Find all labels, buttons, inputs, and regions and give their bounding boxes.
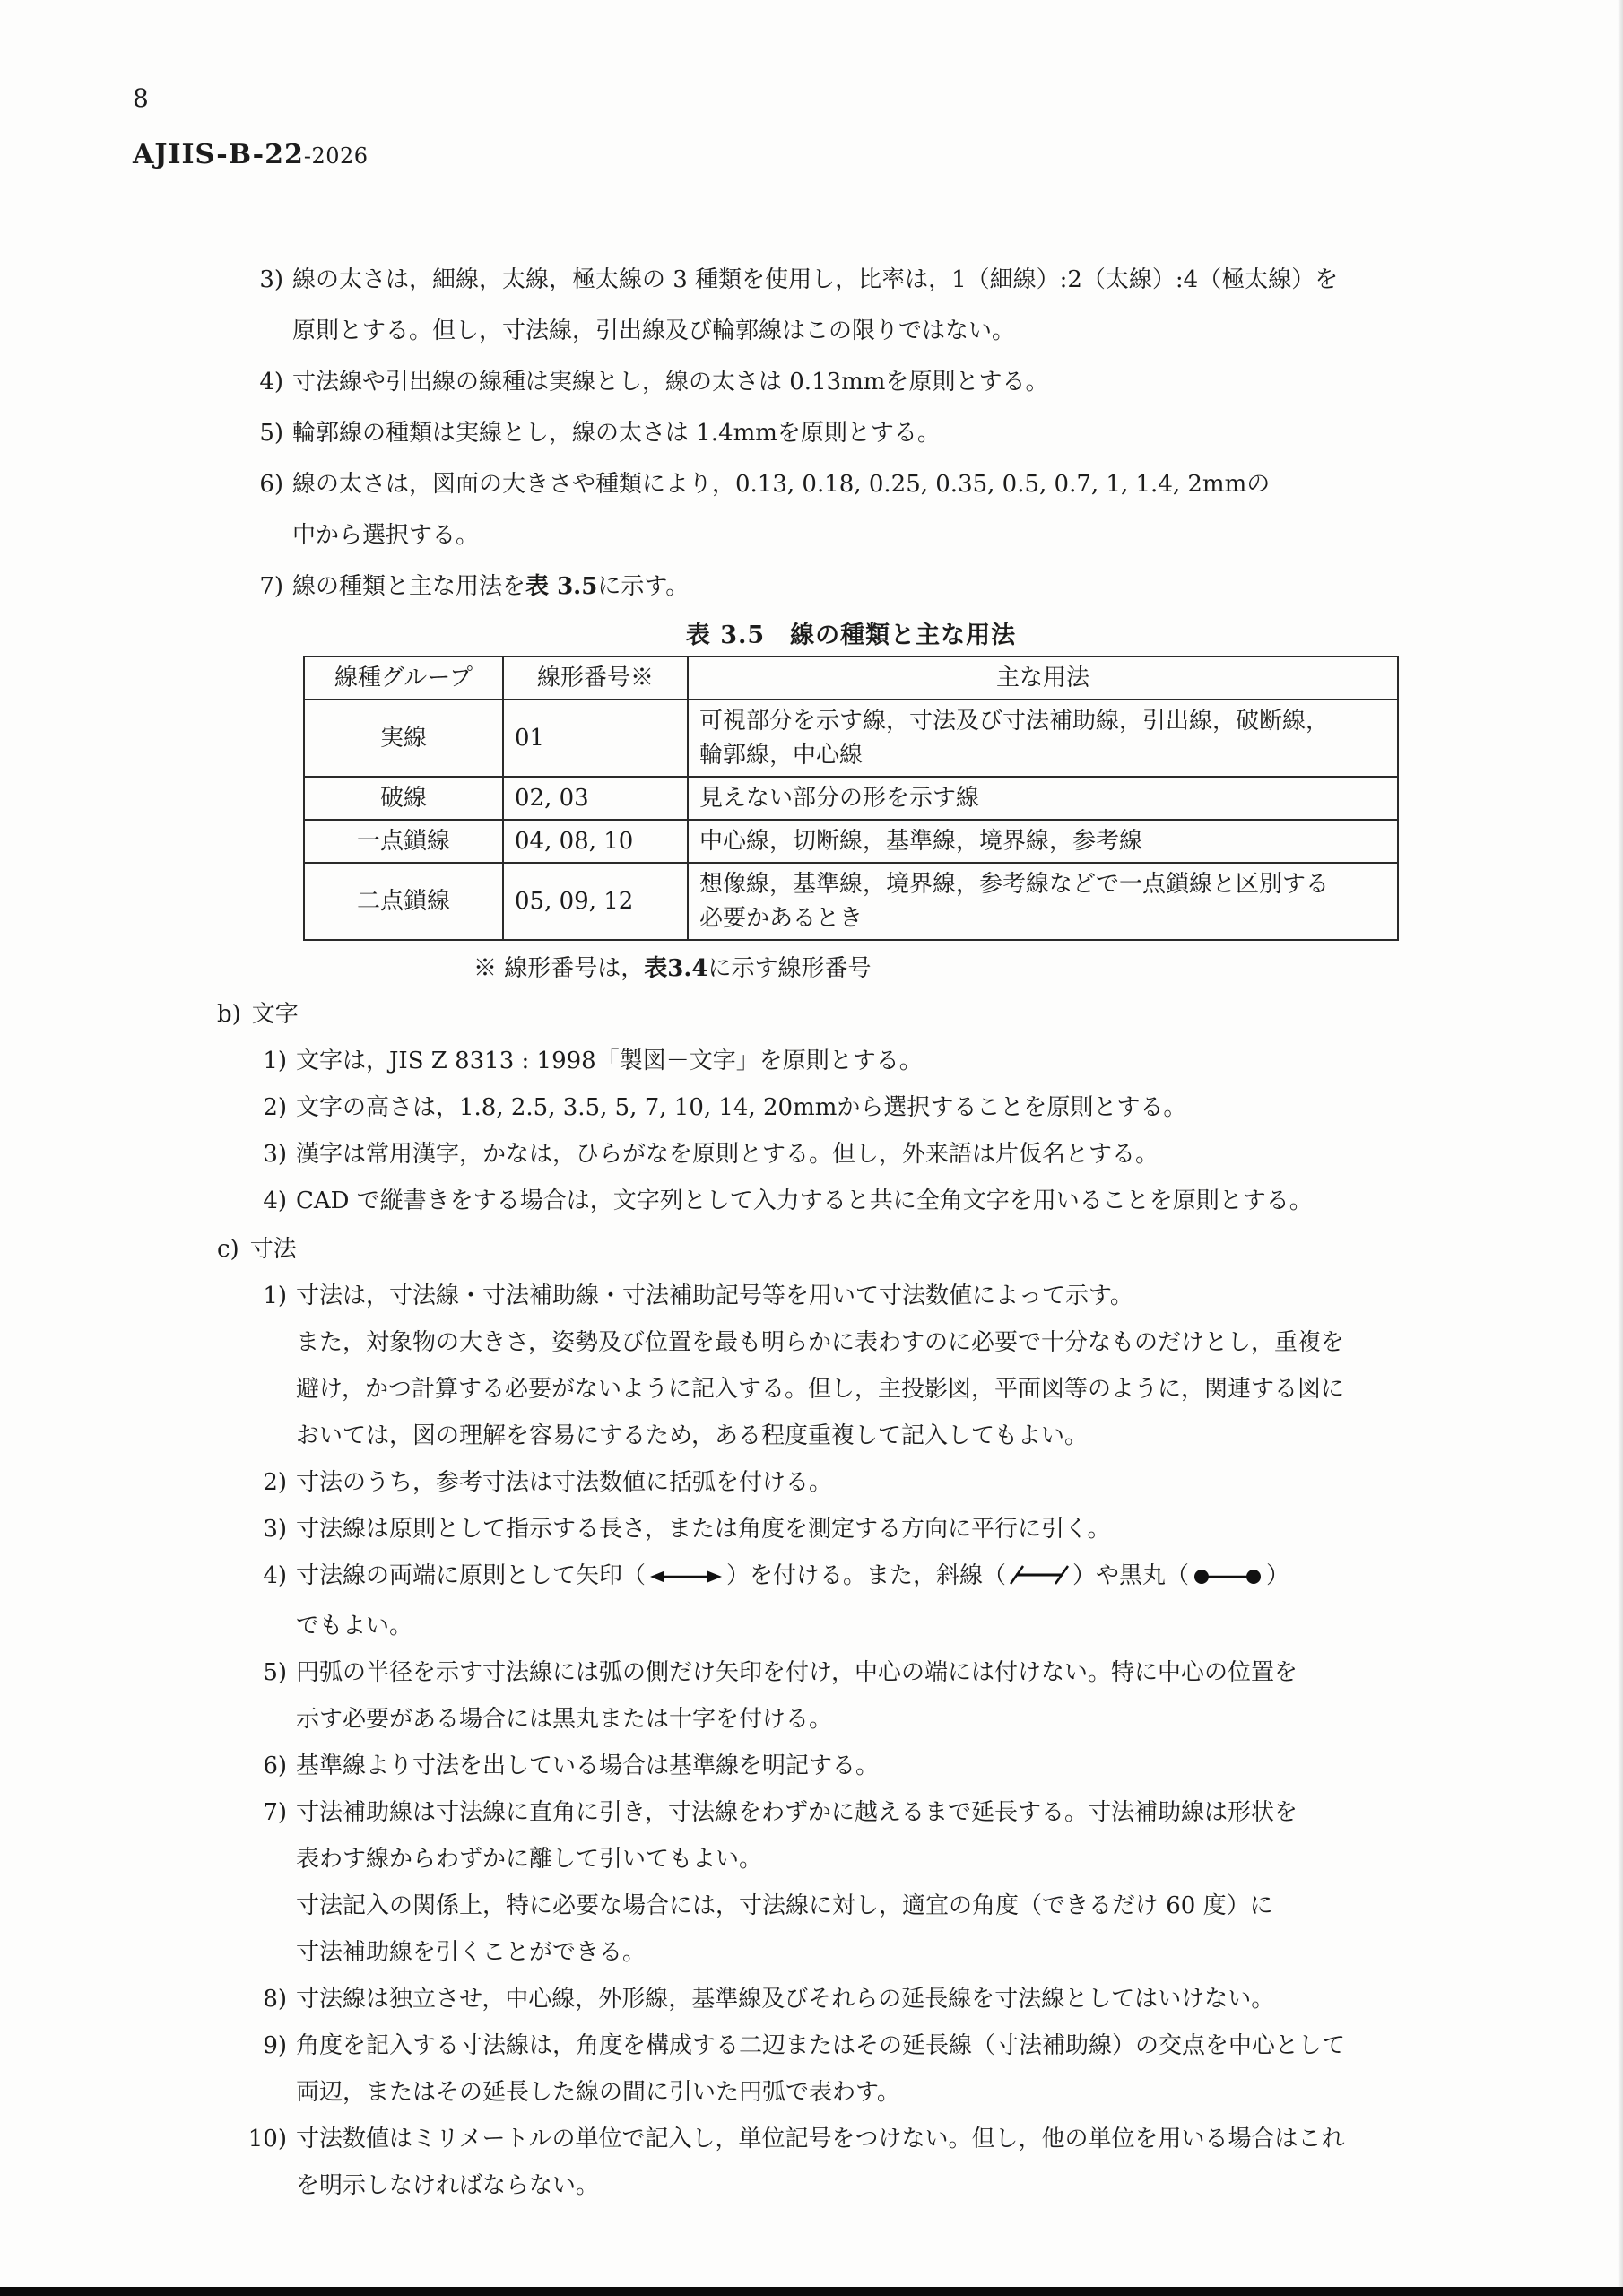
page-number: 8 (133, 83, 149, 113)
section-c-items (133, 1273, 1576, 2209)
item-number: 4) (259, 369, 283, 396)
section-c-heading (133, 1226, 1576, 1273)
text-line: 文字は，JIS Z 8313 : 1998「製図－文字」を原則とする。 (296, 1048, 923, 1074)
item-number: 9) (263, 2032, 287, 2059)
text-line: 寸法線は原則として指示する長さ，または角度を測定する方向に平行に引く。 (296, 1516, 1111, 1543)
cell-usage (688, 777, 1398, 820)
text-segment: ）や黒丸（ (1072, 1562, 1190, 1589)
text-line: 寸法線や引出線の線種は実線とし，線の太さは 0.13mmを原則とする。 (292, 369, 1049, 396)
text-segment: 寸法線の両端に原則として矢印（ (296, 1562, 647, 1589)
cell-usage (688, 820, 1398, 863)
text-line: 線の太さは，図面の大きさや種類により，0.13, 0.18, 0.25, 0.35, 0.5, 0.7, 1, 1.4, 2mmの (292, 471, 1271, 498)
list-item (133, 1178, 1576, 1224)
list-item (133, 2116, 1576, 2209)
section-b-items (133, 1038, 1576, 1224)
cell-line-codes: 01 (503, 700, 688, 777)
cell-usage (688, 700, 1398, 777)
text-line: 寸法補助線は寸法線に直角に引き，寸法線をわずかに越えるまで延長する。寸法補助線は形状を (296, 1799, 1298, 1826)
table-title: 表 3.5 線の種類と主な用法 (685, 622, 1017, 649)
column-header-codes: 線形番号※ (503, 657, 688, 700)
list-item (133, 459, 1576, 561)
usage-line: 必要かあるとき (699, 905, 864, 932)
usage-line: 可視部分を示す線，寸法及び寸法補助線，引出線，破断線， (699, 708, 1330, 735)
item-number: 5) (263, 1659, 287, 1686)
double-arrow-icon (649, 1556, 723, 1603)
cell-line-group: 破線 (304, 777, 503, 820)
item-number: 6) (259, 471, 283, 498)
list-item (133, 1552, 1576, 1649)
column-header-group: 線種グループ (304, 657, 503, 700)
cell-usage (688, 863, 1398, 940)
item-number: 1) (263, 1283, 287, 1309)
text-segment: 線の種類と主な用法を (292, 573, 526, 600)
text-line: を明示しなければならない。 (296, 2172, 600, 2199)
cell-line-group: 実線 (304, 700, 503, 777)
text-segment: ）を付ける。また，斜線（ (726, 1562, 1007, 1589)
column-header-usage: 主な用法 (688, 657, 1398, 700)
line-rules-list (133, 255, 1576, 613)
text-line: 文字の高さは，1.8, 2.5, 3.5, 5, 7, 10, 14, 20mmから選択することを原則とする。 (296, 1094, 1187, 1121)
text-line: 漢字は常用漢字，かなは，ひらがなを原則とする。但し，外来語は片仮名とする。 (296, 1141, 1159, 1168)
scan-edge-right (1618, 0, 1623, 2296)
text-line: 寸法は，寸法線・寸法補助線・寸法補助記号等を用いて寸法数値によって示す。 (296, 1283, 1133, 1309)
item-number: 8) (263, 1986, 287, 2013)
usage-line: 見えない部分の形を示す線 (699, 785, 980, 812)
line-types-table (303, 656, 1399, 941)
document-code (133, 132, 1576, 179)
text-line: CAD で縦書きをする場合は，文字列として入力すると共に全角文字を用いることを原則とする。 (296, 1187, 1313, 1214)
section-b-heading (133, 991, 1576, 1038)
cell-line-group: 一点鎖線 (304, 820, 503, 863)
item-number: 1) (263, 1048, 287, 1074)
cell-line-codes: 05, 09, 12 (503, 863, 688, 940)
text-line: 寸法数値はミリメートルの単位で記入し，単位記号をつけない。但し，他の単位を用いる場合はこれ (296, 2126, 1345, 2152)
table-row (304, 777, 1398, 820)
item-number: 10) (247, 2126, 287, 2152)
text-line: 中から選択する。 (292, 522, 480, 549)
text-segment: に示す。 (597, 573, 690, 600)
text-line: 寸法記入の関係上，特に必要な場合には，寸法線に対し，適宜の角度（できるだけ 60 度）に (296, 1892, 1273, 1919)
text-line: 角度を記入する寸法線は，角度を構成する二辺またはその延長線（寸法補助線）の交点を中心として (296, 2032, 1346, 2059)
list-item (133, 1976, 1576, 2022)
list-item (133, 1743, 1576, 1789)
item-number: 4) (263, 1562, 287, 1589)
text-line: 原則とする。但し，寸法線，引出線及び輪郭線はこの限りではない。 (292, 317, 1016, 344)
item-number: 2) (263, 1469, 287, 1496)
slash-line-icon (1010, 1556, 1069, 1603)
usage-line: 輪郭線，中心線 (699, 742, 864, 769)
item-number: 7) (259, 573, 283, 600)
item-number: 3) (263, 1516, 287, 1543)
scan-edge-bottom (0, 2287, 1623, 2296)
page-content (133, 76, 1576, 2209)
text-line: 輪郭線の種類は実線とし，線の太さは 1.4mmを原則とする。 (292, 420, 941, 447)
item-number: 7) (263, 1799, 287, 1826)
text-line: 寸法のうち，参考寸法は寸法数値に括弧を付ける。 (296, 1469, 833, 1496)
cell-line-group: 二点鎖線 (304, 863, 503, 940)
text-line: 寸法線は独立させ，中心線，外形線，基準線及びそれらの延長線を寸法線としてはいけない。 (296, 1986, 1275, 2013)
list-item (133, 1131, 1576, 1178)
item-number: 4) (263, 1187, 287, 1214)
table-reference: 表3.4 (644, 955, 708, 982)
black-dots-icon (1193, 1556, 1263, 1603)
usage-line: 想像線，基準線，境界線，参考線などで一点鎖線と区別する (699, 871, 1330, 898)
text-segment: に示す線形番号 (707, 955, 872, 982)
usage-line: 中心線，切断線，基準線，境界線，参考線 (699, 828, 1143, 855)
text-line: でもよい。 (296, 1613, 413, 1639)
text-line: 基準線より寸法を出している場合は基準線を明記する。 (296, 1752, 880, 1779)
list-item (133, 561, 1576, 613)
item-number: 6) (263, 1752, 287, 1779)
item-number: 3) (263, 1141, 287, 1168)
table-header-row (304, 657, 1398, 700)
text-line: 避け，かつ計算する必要がないように記入する。但し，主投影図，平面図等のように，関連する図に (296, 1376, 1344, 1403)
list-item (133, 1038, 1576, 1084)
section-title: 寸法 (249, 1236, 297, 1263)
table-footnote (473, 948, 1399, 989)
line-types-table-block (303, 616, 1399, 989)
text-segment: ） (1266, 1562, 1290, 1589)
section-title: 文字 (251, 1001, 299, 1028)
text-line: 表わす線からわずかに離して引いてもよい。 (296, 1846, 763, 1873)
item-number: 3) (259, 266, 283, 293)
item-number: 5) (259, 420, 283, 447)
text-line: 線の太さは，細線，太線，極太線の 3 種類を使用し，比率は，1（細線）:2（太線）:4（極太線）を (292, 266, 1339, 293)
text-line: 寸法補助線を引くことができる。 (296, 1939, 647, 1966)
list-item (133, 408, 1576, 459)
list-item (133, 1789, 1576, 1976)
table-row (304, 700, 1398, 777)
text-line: 両辺，またはその延長した線の間に引いた円弧で表わす。 (296, 2079, 900, 2106)
cell-line-codes: 04, 08, 10 (503, 820, 688, 863)
document-code-year: -2026 (303, 144, 369, 169)
list-item (133, 1273, 1576, 1459)
text-line: 円弧の半径を示す寸法線には弧の側だけ矢印を付け，中心の端には付けない。特に中心の位置を (296, 1659, 1298, 1686)
text-line: 示す必要がある場合には黒丸または十字を付ける。 (296, 1706, 833, 1733)
section-label: c) (217, 1236, 239, 1263)
list-item (133, 1506, 1576, 1552)
text-line: おいては，図の理解を容易にするため，ある程度重複して記入してもよい。 (296, 1422, 1088, 1449)
table-row (304, 820, 1398, 863)
list-item (133, 1459, 1576, 1506)
document-code-main: AJIIS-B-22 (133, 139, 304, 170)
text-line (292, 561, 689, 613)
text-line (296, 1552, 1289, 1603)
list-item (133, 255, 1576, 357)
list-item (133, 1084, 1576, 1131)
section-label: b) (217, 1001, 241, 1028)
list-item (133, 1649, 1576, 1743)
list-item (133, 2022, 1576, 2116)
item-number: 2) (263, 1094, 287, 1121)
table-reference: 表 3.5 (525, 573, 598, 600)
list-item (133, 357, 1576, 408)
text-segment: ※ 線形番号は， (473, 955, 645, 982)
cell-line-codes: 02, 03 (503, 777, 688, 820)
table-row (304, 863, 1398, 940)
text-line: また，対象物の大きさ，姿勢及び位置を最も明らかに表わすのに必要で十分なものだけとし，重複を (296, 1329, 1344, 1356)
